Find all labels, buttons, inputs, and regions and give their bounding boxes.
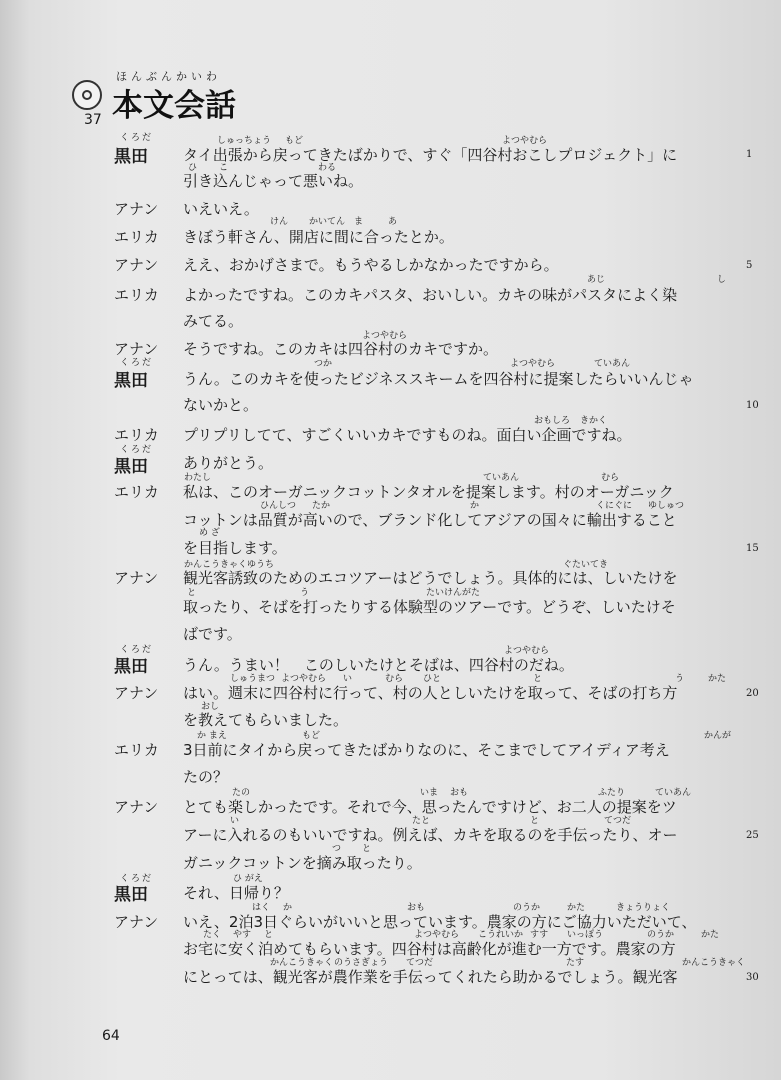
ruby: わる <box>318 163 337 173</box>
ruby: おし <box>201 702 220 712</box>
dialogue-line: いえ、2泊3日ぐらいがいいと思っています。農家の方にご協力いただいて、 <box>183 913 697 931</box>
ruby: ま <box>354 217 364 227</box>
ruby: やす <box>233 930 252 940</box>
dialogue-line: ありがとう。 <box>183 454 274 472</box>
ruby: かんが <box>704 731 732 741</box>
line-number: 20 <box>746 688 759 699</box>
dialogue-line: を教えてもらいました。 <box>183 711 349 729</box>
ruby: すす <box>530 930 549 940</box>
dialogue-line: 引き込んじゃって悪いね。 <box>183 172 364 190</box>
ruby: かいてん <box>309 217 346 227</box>
ruby: もど <box>285 136 304 146</box>
ruby: ゆしゅつ <box>648 501 685 511</box>
line-number: 1 <box>746 149 753 160</box>
dialogue-line: そうですね。このカキは四谷村のカキですか。 <box>183 340 499 358</box>
ruby: か まえ <box>197 731 227 741</box>
dialogue-line: 取ったり、そばを打ったりする体験型のツアーです。どうぞ、しいたけそ <box>183 598 676 616</box>
dialogue-line: たの？ <box>183 768 229 786</box>
ruby: かんこうきゃく <box>682 958 746 968</box>
ruby: おも <box>450 788 469 798</box>
speaker-name: 黒田 <box>114 457 148 477</box>
ruby: い <box>343 674 353 684</box>
ruby: つ <box>332 844 342 854</box>
ruby: あ <box>388 217 398 227</box>
ruby: ていあん <box>655 788 692 798</box>
speaker-name: エリカ <box>114 228 159 246</box>
ruby: のうか <box>513 903 541 913</box>
dialogue-line: ええ、おかげさまで。もうやるしかなかったですから。 <box>183 256 559 274</box>
ruby: きかく <box>580 416 608 426</box>
speaker-name: アナン <box>114 913 159 931</box>
dialogue-line: お宅に安く泊めてもらいます。四谷村は高齢化が進む一方です。農家の方 <box>183 940 676 958</box>
dialogue-line: みてる。 <box>183 312 244 330</box>
ruby: か <box>283 903 293 913</box>
ruby: ていあん <box>594 359 631 369</box>
ruby: いっぽう <box>567 930 604 940</box>
speaker-name: 黒田 <box>114 371 148 391</box>
ruby: い <box>230 816 240 826</box>
ruby: こうれいか <box>478 930 524 940</box>
ruby: てつだ <box>604 816 632 826</box>
ruby: くにぐに <box>596 501 633 511</box>
ruby: つか <box>314 359 333 369</box>
dialogue-line: いえいえ。 <box>183 200 259 218</box>
speaker-name: アナン <box>114 684 159 702</box>
page-title: 本文会話 <box>112 88 236 124</box>
ruby: てつだ <box>406 958 434 968</box>
ruby: ふたり <box>598 788 626 798</box>
ruby: おもしろ <box>534 416 571 426</box>
dialogue-line: コットンは品質が高いので、ブランド化してアジアの国々に輸出すること <box>183 511 677 529</box>
ruby: よつやむら <box>502 136 548 146</box>
dialogue-line: よかったですね。このカキパスタ、おいしい。カキの味がパスタによく染 <box>183 286 678 304</box>
speaker-name: アナン <box>114 200 159 218</box>
dialogue-line: 観光客誘致のためのエコツアーはどうでしょう。具体的には、しいたけを <box>183 569 678 587</box>
ruby: よつやむら <box>510 359 556 369</box>
ruby: たいけんがた <box>426 588 481 598</box>
line-number: 10 <box>746 400 759 411</box>
ruby: と <box>530 816 540 826</box>
dialogue-line: うん。うまい！ このしいたけとそばは、四谷村のだね。 <box>183 656 574 674</box>
ruby: かんこうきゃく <box>270 958 334 968</box>
ruby: たと <box>412 816 431 826</box>
ruby: ぐたいてき <box>563 560 609 570</box>
ruby: よつやむら <box>504 646 550 656</box>
dialogue-line: ないかと。 <box>183 396 259 414</box>
ruby: と <box>362 844 372 854</box>
speaker-ruby: くろだ <box>120 445 154 455</box>
ruby: ひと <box>423 674 442 684</box>
line-number: 30 <box>746 972 759 983</box>
speaker-name: アナン <box>114 340 159 358</box>
speaker-name: 黒田 <box>114 147 148 167</box>
ruby: かた <box>708 674 727 684</box>
ruby: けん <box>270 217 289 227</box>
page-number: 64 <box>102 1028 120 1044</box>
ruby: と <box>533 674 543 684</box>
speaker-ruby: くろだ <box>120 645 154 655</box>
line-number: 5 <box>746 260 753 271</box>
ruby: ていあん <box>483 473 520 483</box>
ruby: はく <box>252 903 271 913</box>
ruby: よつやむら <box>414 930 460 940</box>
dialogue-line: ガニックコットンを摘み取ったり。 <box>183 854 422 872</box>
dialogue-line: プリプリしてて、すごくいいカキですものね。面白い企画ですね。 <box>183 426 632 444</box>
ruby: ひ がえ <box>233 874 263 884</box>
dialogue-line: ばです。 <box>183 625 242 643</box>
ruby: あじ <box>587 275 606 285</box>
ruby: しゅっちょう <box>217 136 272 146</box>
ruby: と <box>187 588 197 598</box>
speaker-ruby: くろだ <box>120 133 154 143</box>
ruby: ひんしつ <box>260 501 297 511</box>
title-ruby: ほんぶんかいわ <box>116 70 221 83</box>
ruby: のうか <box>647 930 675 940</box>
speaker-name: エリカ <box>114 741 159 759</box>
ruby: し <box>717 275 727 285</box>
dialogue-line: とても楽しかったです。それで今、思ったんですけど、お二人の提案をツ <box>183 798 677 816</box>
dialogue-line: きぼう軒さん、開店に間に合ったとか。 <box>183 228 454 246</box>
ruby: か <box>470 501 480 511</box>
ruby: きょうりょく <box>616 903 671 913</box>
ruby: わたし <box>184 473 212 483</box>
ruby: う <box>675 674 685 684</box>
ruby: いま <box>420 788 439 798</box>
speaker-name: アナン <box>114 569 159 587</box>
ruby: かんこうきゃくゆうち <box>184 560 275 570</box>
ruby: たす <box>566 958 585 968</box>
speaker-ruby: くろだ <box>120 358 154 368</box>
dialogue-line: にとっては、観光客が農作業を手伝ってくれたら助かるでしょう。観光客 <box>183 968 678 986</box>
speaker-name: エリカ <box>114 286 159 304</box>
dialogue-line: うん。このカキを使ったビジネススキームを四谷村に提案したらいいんじゃ <box>183 370 694 388</box>
speaker-name: エリカ <box>114 426 159 444</box>
ruby: かた <box>567 903 586 913</box>
speaker-name: 黒田 <box>114 885 148 905</box>
line-number: 15 <box>746 543 759 554</box>
dialogue-line: 3日前にタイから戻ってきたばかりなのに、そこまでしてアイディア考え <box>183 741 670 759</box>
ruby: め ざ <box>199 528 220 538</box>
ruby: よつやむら <box>281 674 327 684</box>
line-number: 25 <box>746 830 759 841</box>
ruby: しゅうまつ <box>230 674 276 684</box>
ruby: もど <box>302 731 321 741</box>
ruby: う <box>300 588 310 598</box>
ruby: よつやむら <box>362 331 408 341</box>
speaker-ruby: くろだ <box>120 874 154 884</box>
dialogue-line: それ、日帰り？ <box>183 884 289 902</box>
dialogue-line: はい。週末に四谷村に行って、村の人としいたけを取って、そばの打ち方 <box>183 684 678 702</box>
ruby: と <box>264 930 274 940</box>
dialogue-line: アーに入れるのもいいですね。例えば、カキを取るのを手伝ったり、オー <box>183 826 678 844</box>
ruby: かた <box>701 930 720 940</box>
ruby: むら <box>601 473 620 483</box>
ruby: こ <box>219 163 229 173</box>
ruby: ひ <box>188 163 198 173</box>
ruby: むら <box>385 674 404 684</box>
ruby: たの <box>232 788 251 798</box>
ruby: おも <box>407 903 426 913</box>
speaker-name: エリカ <box>114 483 159 501</box>
track-number: 37 <box>84 112 102 128</box>
speaker-name: 黒田 <box>114 657 148 677</box>
dialogue-line: タイ出張から戻ってきたばかりで、すぐ「四谷村おこしプロジェクト」に <box>183 146 678 164</box>
speaker-name: アナン <box>114 798 159 816</box>
dialogue-line: を目指します。 <box>183 539 287 557</box>
ruby: たく <box>203 930 222 940</box>
dialogue-line: 私は、このオーガニックコットンタオルを提案します。村のオーガニック <box>183 483 674 501</box>
ruby: のうさぎょう <box>334 958 389 968</box>
ruby: たか <box>312 501 331 511</box>
speaker-name: アナン <box>114 256 159 274</box>
cd-icon[interactable] <box>72 80 102 110</box>
